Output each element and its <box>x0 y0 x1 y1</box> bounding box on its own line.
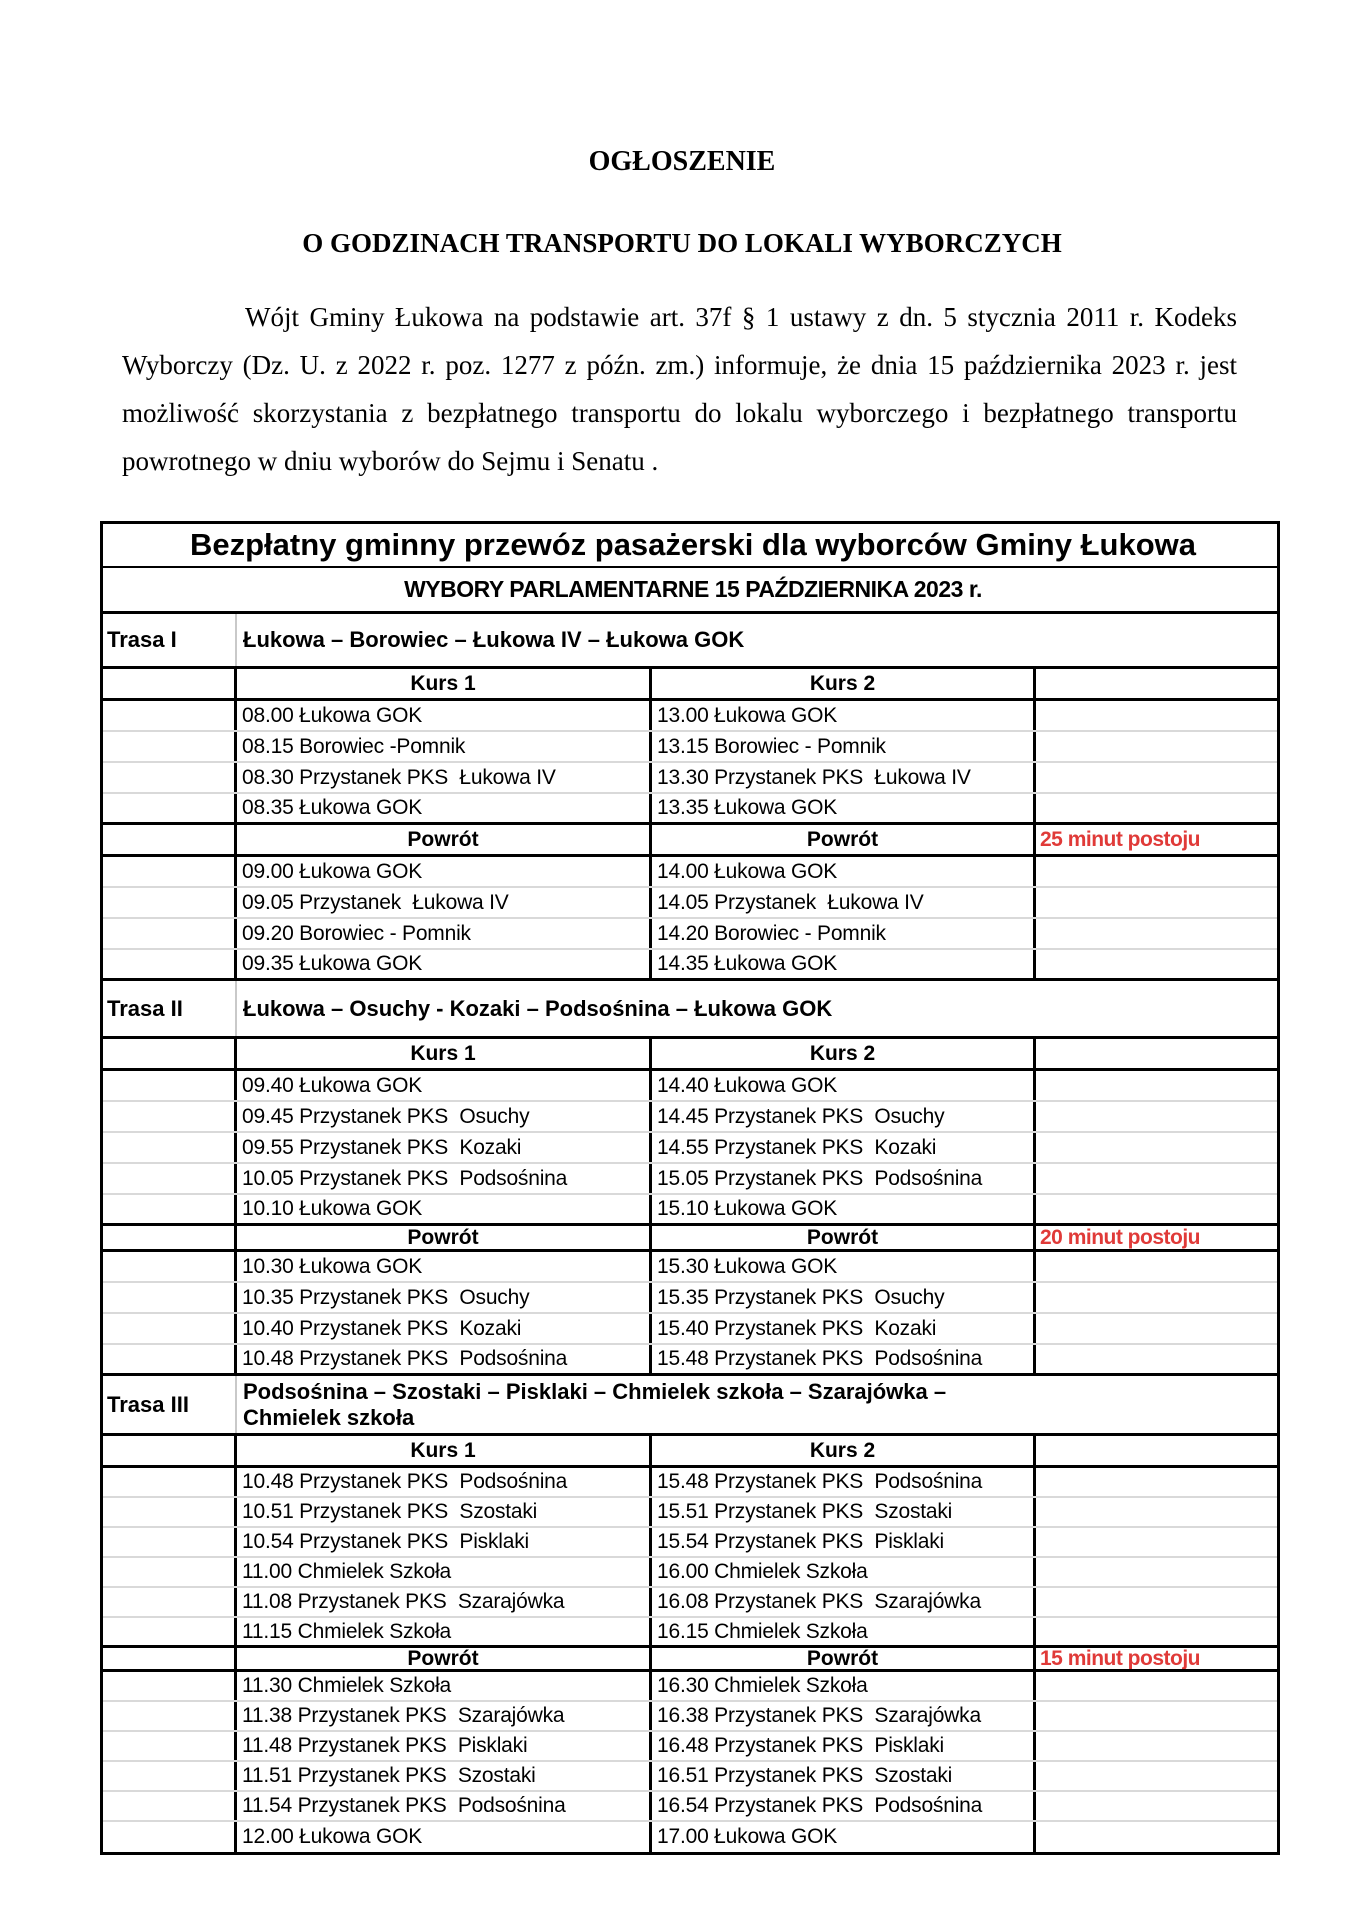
schedule-row <box>103 1732 1277 1762</box>
powrot-header: Powrót <box>652 1226 1036 1249</box>
spacer-cell <box>103 1226 237 1249</box>
stop-time-cell: 11.48 Przystanek PKS Pisklaki <box>237 1732 652 1760</box>
stop-time-cell: 11.30 Chmielek Szkoła <box>237 1672 652 1700</box>
spacer-cell <box>103 1345 237 1373</box>
spacer-cell <box>103 1792 237 1820</box>
stop-time-cell: 10.10 Łukowa GOK <box>237 1195 652 1223</box>
spacer-cell <box>1036 1195 1283 1223</box>
schedule-row <box>103 701 1277 732</box>
schedule-row <box>103 1468 1277 1498</box>
stop-time-cell: 09.35 Łukowa GOK <box>237 950 652 978</box>
spacer-cell <box>1036 1345 1283 1373</box>
stop-time-cell: 16.00 Chmielek Szkoła <box>652 1558 1036 1586</box>
kurs1-header: Kurs 1 <box>237 1039 652 1068</box>
powrot-header: Powrót <box>237 825 652 854</box>
stop-time-cell: 10.35 Przystanek PKS Osuchy <box>237 1283 652 1312</box>
schedule-row <box>103 1102 1277 1133</box>
spacer-cell <box>1036 888 1283 917</box>
spacer-cell <box>103 1252 237 1281</box>
stop-time-cell: 08.35 Łukowa GOK <box>237 794 652 822</box>
schedule-row <box>103 1164 1277 1195</box>
spacer-cell <box>103 1195 237 1223</box>
spacer-cell <box>1036 1468 1283 1496</box>
route-description: Łukowa – Osuchy - Kozaki – Podsośnina – Łukowa GOK <box>243 995 833 1021</box>
spacer-cell <box>1036 1283 1283 1312</box>
spacer-cell <box>1036 1102 1283 1131</box>
schedule-row <box>103 1792 1277 1822</box>
spacer-cell <box>1036 857 1283 886</box>
route-description <box>237 1376 1283 1433</box>
stop-time-cell: 09.45 Przystanek PKS Osuchy <box>237 1102 652 1131</box>
table-subtitle: WYBORY PARLAMENTARNE 15 PAŹDZIERNIKA 2023 r. <box>404 576 982 602</box>
spacer-cell <box>1036 950 1283 978</box>
stop-time-cell: 11.51 Przystanek PKS Szostaki <box>237 1762 652 1790</box>
stop-time-cell: 16.54 Przystanek PKS Podsośnina <box>652 1792 1036 1820</box>
spacer-cell <box>1036 794 1283 822</box>
stop-time-cell: 14.05 Przystanek Łukowa IV <box>652 888 1036 917</box>
schedule-row <box>103 857 1277 888</box>
stop-time-cell: 08.15 Borowiec -Pomnik <box>237 732 652 761</box>
schedule-row <box>103 1314 1277 1345</box>
schedule-row <box>103 1283 1277 1314</box>
spacer-cell <box>1036 1039 1283 1068</box>
stop-time-cell: 13.00 Łukowa GOK <box>652 701 1036 730</box>
stop-time-cell: 09.40 Łukowa GOK <box>237 1071 652 1100</box>
stop-time-cell: 15.48 Przystanek PKS Podsośnina <box>652 1468 1036 1496</box>
spacer-cell <box>1036 1498 1283 1526</box>
kurs2-header: Kurs 2 <box>652 669 1036 698</box>
route-description-line1: Podsośnina – Szostaki – Pisklaki – Chmielek szkoła – Szarajówka – <box>243 1378 947 1404</box>
stop-time-cell: 11.54 Przystanek PKS Podsośnina <box>237 1792 652 1820</box>
stop-time-cell: 08.30 Przystanek PKS Łukowa IV <box>237 763 652 792</box>
schedule-row <box>103 1762 1277 1792</box>
route-header-row <box>103 1376 1277 1436</box>
stop-time-cell: 14.40 Łukowa GOK <box>652 1071 1036 1100</box>
spacer-cell <box>103 1762 237 1790</box>
route-label: Trasa II <box>103 981 237 1036</box>
stop-time-cell: 10.05 Przystanek PKS Podsośnina <box>237 1164 652 1193</box>
spacer-cell <box>103 950 237 978</box>
spacer-cell <box>1036 763 1283 792</box>
stop-time-cell: 17.00 Łukowa GOK <box>652 1822 1036 1852</box>
stop-time-cell: 11.00 Chmielek Szkoła <box>237 1558 652 1586</box>
stop-time-cell: 14.45 Przystanek PKS Osuchy <box>652 1102 1036 1131</box>
kurs1-header: Kurs 1 <box>237 669 652 698</box>
stop-time-cell: 15.48 Przystanek PKS Podsośnina <box>652 1345 1036 1373</box>
spacer-cell <box>103 1618 237 1645</box>
stop-time-cell: 10.48 Przystanek PKS Podsośnina <box>237 1345 652 1373</box>
spacer-cell <box>1036 1071 1283 1100</box>
spacer-cell <box>103 1283 237 1312</box>
spacer-cell <box>1036 1702 1283 1730</box>
stop-time-cell: 15.54 Przystanek PKS Pisklaki <box>652 1528 1036 1556</box>
schedule-row <box>103 1252 1277 1283</box>
spacer-cell <box>103 1468 237 1496</box>
stop-time-cell: 10.30 Łukowa GOK <box>237 1252 652 1281</box>
stop-time-cell: 11.15 Chmielek Szkoła <box>237 1618 652 1645</box>
stop-time-cell: 09.00 Łukowa GOK <box>237 857 652 886</box>
kurs-header-row <box>103 669 1277 701</box>
stop-time-cell: 15.10 Łukowa GOK <box>652 1195 1036 1223</box>
spacer-cell <box>103 857 237 886</box>
spacer-cell <box>1036 1528 1283 1556</box>
route-header-row <box>103 614 1277 669</box>
spacer-cell <box>1036 919 1283 948</box>
spacer-cell <box>1036 1762 1283 1790</box>
spacer-cell <box>103 1314 237 1343</box>
powrot-header: Powrót <box>652 1648 1036 1669</box>
spacer-cell <box>103 825 237 854</box>
spacer-cell <box>1036 1588 1283 1616</box>
stop-time-cell: 13.30 Przystanek PKS Łukowa IV <box>652 763 1036 792</box>
spacer-cell <box>103 1164 237 1193</box>
schedule-row <box>103 1345 1277 1376</box>
stop-duration-note: 20 minut postoju <box>1040 1226 1200 1249</box>
transport-schedule-table <box>100 521 1280 1855</box>
schedule-row <box>103 919 1277 950</box>
spacer-cell <box>1036 1314 1283 1343</box>
spacer-cell <box>1036 1792 1283 1820</box>
spacer-cell <box>103 1702 237 1730</box>
spacer-cell <box>1036 1558 1283 1586</box>
table-title-row <box>103 524 1277 568</box>
stop-time-cell: 11.38 Przystanek PKS Szarajówka <box>237 1702 652 1730</box>
spacer-cell <box>103 1588 237 1616</box>
spacer-cell <box>1036 1436 1283 1465</box>
schedule-row <box>103 794 1277 825</box>
spacer-cell <box>103 1498 237 1526</box>
spacer-cell <box>1036 1164 1283 1193</box>
powrot-header-row <box>103 1226 1277 1252</box>
stop-time-cell: 15.40 Przystanek PKS Kozaki <box>652 1314 1036 1343</box>
stop-time-cell: 13.15 Borowiec - Pomnik <box>652 732 1036 761</box>
stop-duration-note: 25 minut postoju <box>1040 827 1200 851</box>
spacer-cell <box>103 732 237 761</box>
spacer-cell <box>103 1071 237 1100</box>
spacer-cell <box>103 794 237 822</box>
stop-time-cell: 10.48 Przystanek PKS Podsośnina <box>237 1468 652 1496</box>
kurs2-header: Kurs 2 <box>652 1039 1036 1068</box>
stop-time-cell: 10.54 Przystanek PKS Pisklaki <box>237 1528 652 1556</box>
schedule-row <box>103 1672 1277 1702</box>
stop-time-cell: 14.35 Łukowa GOK <box>652 950 1036 978</box>
kurs-header-row <box>103 1436 1277 1468</box>
stop-time-cell: 09.20 Borowiec - Pomnik <box>237 919 652 948</box>
spacer-cell <box>1036 701 1283 730</box>
stop-time-cell: 13.35 Łukowa GOK <box>652 794 1036 822</box>
spacer-cell <box>1036 732 1283 761</box>
route-description-line2: Chmielek szkoła <box>243 1404 415 1430</box>
stop-time-cell: 16.38 Przystanek PKS Szarajówka <box>652 1702 1036 1730</box>
route-description: Łukowa – Borowiec – Łukowa IV – Łukowa GOK <box>243 627 745 652</box>
stop-time-cell: 15.30 Łukowa GOK <box>652 1252 1036 1281</box>
schedule-row <box>103 1618 1277 1648</box>
stop-time-cell: 10.40 Przystanek PKS Kozaki <box>237 1314 652 1343</box>
schedule-row <box>103 888 1277 919</box>
powrot-header-row <box>103 825 1277 857</box>
schedule-row <box>103 763 1277 794</box>
kurs-header-row <box>103 1039 1277 1071</box>
stop-time-cell: 12.00 Łukowa GOK <box>237 1822 652 1852</box>
spacer-cell <box>103 763 237 792</box>
spacer-cell <box>1036 1822 1283 1852</box>
spacer-cell <box>1036 1618 1283 1645</box>
stop-time-cell: 08.00 Łukowa GOK <box>237 701 652 730</box>
powrot-header: Powrót <box>237 1226 652 1249</box>
schedule-row <box>103 732 1277 763</box>
route-header-row <box>103 981 1277 1039</box>
stop-time-cell: 09.05 Przystanek Łukowa IV <box>237 888 652 917</box>
route-label: Trasa III <box>103 1376 237 1433</box>
schedule-row <box>103 1588 1277 1618</box>
stop-time-cell: 15.05 Przystanek PKS Podsośnina <box>652 1164 1036 1193</box>
schedule-row <box>103 1558 1277 1588</box>
spacer-cell <box>1036 669 1283 698</box>
spacer-cell <box>103 1102 237 1131</box>
spacer-cell <box>103 701 237 730</box>
stop-time-cell: 15.51 Przystanek PKS Szostaki <box>652 1498 1036 1526</box>
powrot-header: Powrót <box>237 1648 652 1669</box>
route-label: Trasa I <box>103 614 237 666</box>
spacer-cell <box>103 1558 237 1586</box>
spacer-cell <box>103 1822 237 1852</box>
schedule-row <box>103 1702 1277 1732</box>
spacer-cell <box>103 888 237 917</box>
spacer-cell <box>103 1039 237 1068</box>
kurs2-header: Kurs 2 <box>652 1436 1036 1465</box>
schedule-row <box>103 1195 1277 1226</box>
schedule-row <box>103 1822 1277 1852</box>
stop-time-cell: 14.20 Borowiec - Pomnik <box>652 919 1036 948</box>
table-title: Bezpłatny gminny przewóz pasażerski dla wyborców Gminy Łukowa <box>189 527 1197 562</box>
spacer-cell <box>1036 1732 1283 1760</box>
spacer-cell <box>103 1648 237 1669</box>
schedule-row <box>103 950 1277 981</box>
spacer-cell <box>103 1436 237 1465</box>
spacer-cell <box>103 919 237 948</box>
stop-time-cell: 16.30 Chmielek Szkoła <box>652 1672 1036 1700</box>
schedule-row <box>103 1528 1277 1558</box>
schedule-row <box>103 1498 1277 1528</box>
schedule-row <box>103 1133 1277 1164</box>
kurs1-header: Kurs 1 <box>237 1436 652 1465</box>
stop-time-cell: 16.15 Chmielek Szkoła <box>652 1618 1036 1645</box>
spacer-cell <box>103 1133 237 1162</box>
stop-time-cell: 14.55 Przystanek PKS Kozaki <box>652 1133 1036 1162</box>
stop-time-cell: 15.35 Przystanek PKS Osuchy <box>652 1283 1036 1312</box>
spacer-cell <box>1036 1252 1283 1281</box>
stop-duration-note: 15 minut postoju <box>1040 1648 1200 1669</box>
stop-time-cell: 14.00 Łukowa GOK <box>652 857 1036 886</box>
doc-subtitle: O GODZINACH TRANSPORTU DO LOKALI WYBORCZYCH <box>302 228 1062 258</box>
stop-time-cell: 16.51 Przystanek PKS Szostaki <box>652 1762 1036 1790</box>
doc-paragraph: Wójt Gminy Łukowa na podstawie art. 37f § 1 ustawy z dn. 5 stycznia 2011 r. Kodeks Wyborczy (Dz. U. z 2022 r. poz. 1277 z późn. zm.) informuje, że dnia 15 października 2023 r. jest możliwość skorzystania z bezpłatnego transportu do lokalu wyborczego i bezpłatnego transportu powrotnego w dniu wyborów do Sejmu i Senatu . <box>122 302 1237 476</box>
schedule-row <box>103 1071 1277 1102</box>
stop-time-cell: 10.51 Przystanek PKS Szostaki <box>237 1498 652 1526</box>
spacer-cell <box>1036 1672 1283 1700</box>
spacer-cell <box>1036 1133 1283 1162</box>
stop-time-cell: 11.08 Przystanek PKS Szarajówka <box>237 1588 652 1616</box>
powrot-header: Powrót <box>652 825 1036 854</box>
spacer-cell <box>103 1732 237 1760</box>
doc-title: OGŁOSZENIE <box>588 146 776 177</box>
stop-time-cell: 09.55 Przystanek PKS Kozaki <box>237 1133 652 1162</box>
spacer-cell <box>103 1672 237 1700</box>
table-subtitle-row <box>103 568 1277 614</box>
powrot-header-row <box>103 1648 1277 1672</box>
spacer-cell <box>103 669 237 698</box>
stop-time-cell: 16.48 Przystanek PKS Pisklaki <box>652 1732 1036 1760</box>
stop-time-cell: 16.08 Przystanek PKS Szarajówka <box>652 1588 1036 1616</box>
spacer-cell <box>103 1528 237 1556</box>
